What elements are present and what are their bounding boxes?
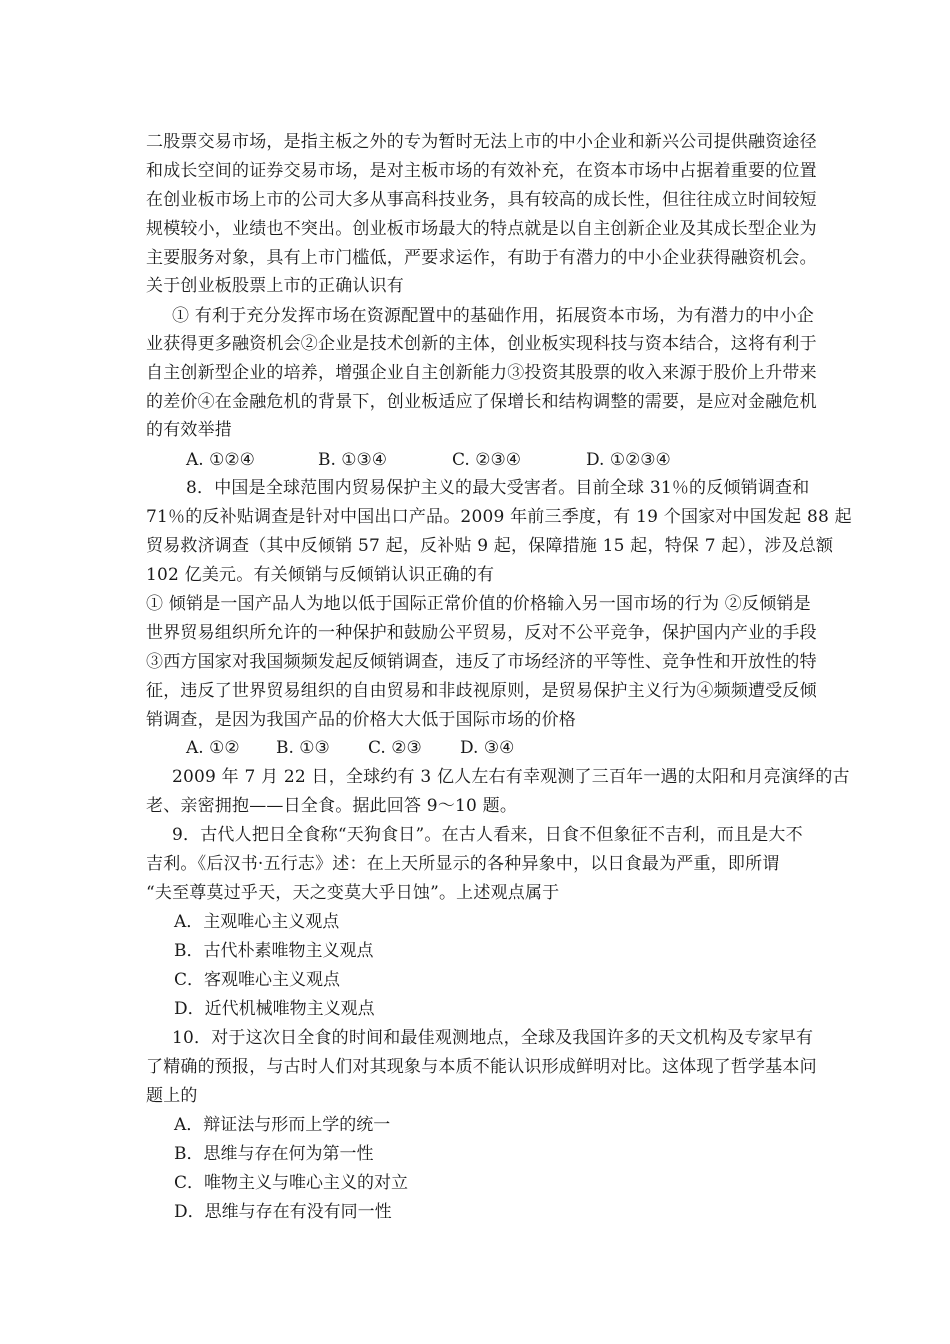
- passage-line: 和成长空间的证券交易市场，是对主板市场的有效补充，在资本市场中占据着重要的位置: [146, 161, 817, 181]
- question-stem: 关于创业板股票上市的正确认识有: [146, 276, 404, 296]
- statement-line: ① 有利于充分发挥市场在资源配置中的基础作用，拓展资本市场，为有潜力的中小企: [172, 306, 815, 326]
- question-9-line: 吉利。《后汉书·五行志》述：在上天所显示的各种异象中，以日食最为严重，即所谓: [146, 854, 780, 874]
- option-d: D. ③④: [460, 738, 515, 758]
- option-b: B. ①③④: [318, 450, 388, 470]
- intro-line: 2009 年 7 月 22 日，全球约有 3 亿人左右有幸观测了三百年一遇的太阳和月亮演绎的古: [172, 767, 850, 787]
- option-c: C．客观唯心主义观点: [174, 970, 341, 990]
- statement-line: 自主创新型企业的培养，增强企业自主创新能力③投资其股票的收入来源于股价上升带来: [146, 363, 817, 383]
- question-9-stem: 9．古代人把日全食称“天狗食日”。在古人看来，日食不但象征不吉利，而且是大不: [172, 825, 803, 845]
- option-a: A．主观唯心主义观点: [174, 912, 340, 932]
- passage-line: 主要服务对象，具有上市门槛低，严要求运作，有助于有潜力的中小企业获得融资机会。: [146, 248, 817, 268]
- question-10-line: 了精确的预报，与古时人们对其现象与本质不能认识形成鲜明对比。这体现了哲学基本问: [146, 1057, 817, 1077]
- option-b: B. ①③: [276, 738, 330, 758]
- statement-line: 世界贸易组织所允许的一种保护和鼓励公平贸易，反对不公平竞争，保护国内产业的手段: [146, 623, 817, 643]
- statement-line: ① 倾销是一国产品人为地以低于国际正常价值的价格输入另一国市场的行为 ②反倾销是: [146, 594, 811, 614]
- option-d: D．思维与存在有没有同一性: [174, 1202, 392, 1222]
- intro-line: 老、亲密拥抱——日全食。据此回答 9～10 题。: [146, 796, 518, 816]
- option-b: B．古代朴素唯物主义观点: [174, 941, 374, 961]
- statement-line: 的差价④在金融危机的背景下，创业板适应了保增长和结构调整的需要，是应对金融危机: [146, 392, 817, 412]
- question-8-line: 贸易救济调查（其中反倾销 57 起，反补贴 9 起，保障措施 15 起，特保 7 起），涉及总额: [146, 536, 834, 556]
- option-a: A. ①②: [186, 738, 240, 758]
- passage-line: 在创业板市场上市的公司大多从事高科技业务，具有较高的成长性，但往往成立时间较短: [146, 190, 817, 210]
- option-c: C．唯物主义与唯心主义的对立: [174, 1173, 409, 1193]
- question-9-line: “夫至尊莫过乎天，天之变莫大乎日蚀”。上述观点属于: [146, 883, 560, 903]
- option-b: B．思维与存在何为第一性: [174, 1144, 374, 1164]
- question-8-line: 71％的反补贴调查是针对中国出口产品。2009 年前三季度，有 19 个国家对中国发起 88 起: [146, 507, 852, 527]
- statement-line: 的有效举措: [146, 420, 232, 440]
- statement-line: 业获得更多融资机会②企业是技术创新的主体，创业板实现科技与资本结合，这将有利于: [146, 334, 817, 354]
- option-d: D. ①②③④: [586, 450, 671, 470]
- option-a: A．辩证法与形而上学的统一: [174, 1115, 391, 1135]
- question-10-line: 题上的: [146, 1086, 198, 1106]
- option-c: C. ②③: [368, 738, 422, 758]
- statement-line: 征，违反了世界贸易组织的自由贸易和非歧视原则，是贸易保护主义行为④频频遭受反倾: [146, 681, 817, 701]
- option-a: A. ①②④: [186, 450, 255, 470]
- option-c: C. ②③④: [452, 450, 521, 470]
- option-d: D．近代机械唯物主义观点: [174, 999, 375, 1019]
- passage-line: 规模较小，业绩也不突出。创业板市场最大的特点就是以自主创新企业及其成长型企业为: [146, 219, 817, 239]
- passage-line: 二股票交易市场，是指主板之外的专为暂时无法上市的中小企业和新兴公司提供融资途径: [146, 132, 817, 152]
- question-8-stem: 8．中国是全球范围内贸易保护主义的最大受害者。目前全球 31％的反倾销调查和: [186, 478, 810, 498]
- question-8-line: 102 亿美元。有关倾销与反倾销认识正确的有: [146, 565, 495, 585]
- question-10-stem: 10．对于这次日全食的时间和最佳观测地点，全球及我国许多的天文机构及专家早有: [172, 1028, 814, 1048]
- statement-line: ③西方国家对我国频频发起反倾销调查，违反了市场经济的平等性、竞争性和开放性的特: [146, 652, 817, 672]
- statement-line: 销调查，是因为我国产品的价格大大低于国际市场的价格: [146, 710, 576, 730]
